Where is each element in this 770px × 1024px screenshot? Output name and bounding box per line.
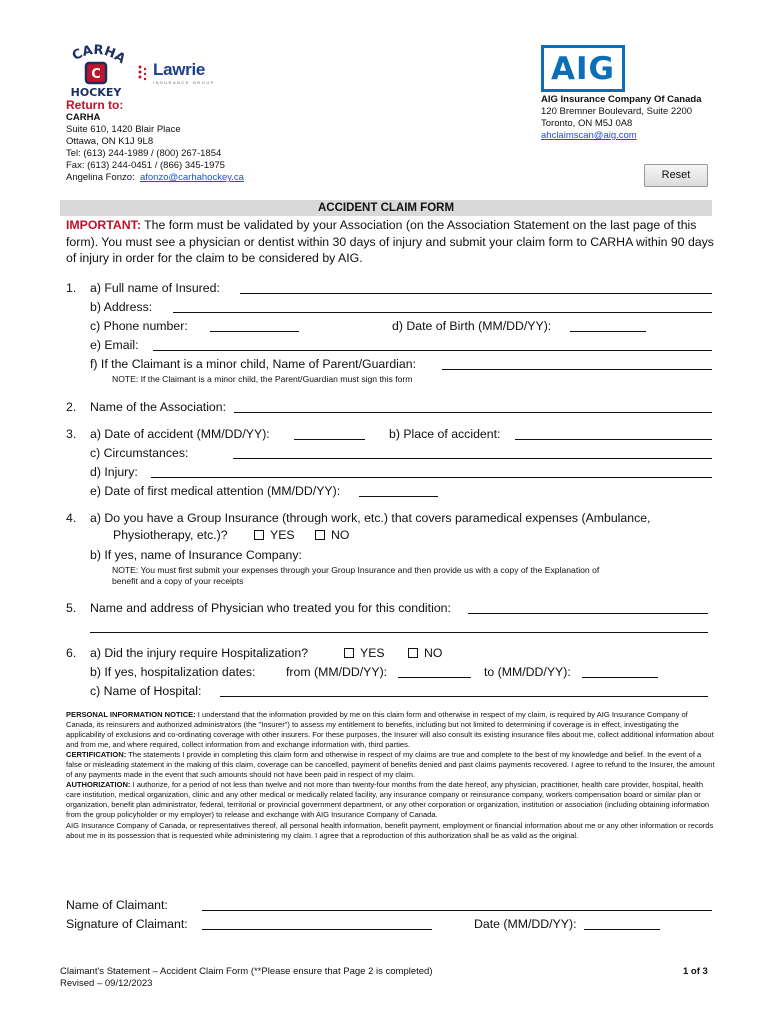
email-field[interactable] — [153, 350, 712, 351]
signature-label: Signature of Claimant: — [66, 917, 188, 931]
association-field[interactable] — [234, 412, 712, 413]
claimant-name-field[interactable] — [202, 910, 712, 911]
aig-name: AIG Insurance Company Of Canada — [541, 94, 702, 105]
to-date-field[interactable] — [582, 677, 658, 678]
hospitalization-question: a) Did the injury require Hospitalization? — [90, 646, 309, 660]
lawrie-dots-icon — [136, 63, 150, 83]
certification-text: The statements I provide in completing this claim form and otherwise in respect of my claims are true and complete to the best of my knowledge and belief. In the event of a false or misleading statement in the making of this claim, coverage can be cancelled, payment of benefits denied and past claims payments recovered. I agree to refund to the Insurer, the amount of any payments made in the event that such amounts should not have been paid in respect of my claim. — [66, 750, 715, 780]
carha-address-line2: Ottawa, ON K1J 9L8 — [66, 136, 154, 147]
carha-address — [66, 112, 244, 184]
guardian-label: f) If the Claimant is a minor child, Name of Parent/Guardian: — [90, 357, 417, 371]
notice-text: I understand that the information provided by me on this claim form and otherwise in respect of my claim, is required by AIG Insurance Company of Canada, its reinsurers and authorized administrators (the "Insurer") to assess my entitlement to benefits, including but not limited to determining if coverage is in effect, investigating the applicability of exclusions and co-ordinating coverage with other insurers. For these purposes, the Insurer will also consult its existing insurance files about me, collect additional information about and from me, and where required, collect information from and exchange information with, third parties. — [66, 710, 714, 750]
section-1-number: 1. — [66, 281, 77, 295]
lawrie-logo-sub: INSURANCE GROUP — [153, 80, 215, 85]
carha-fax: Fax: (613) 244-0451 / (866) 345-1975 — [66, 160, 225, 171]
important-text: The form must be validated by your Association (on the Association Statement on the last page of this form). You must see a physician or dentist within 30 days of injury and submit your claim form to CARHA within 90 days of injury in order for the claim to be considered by AIG. — [66, 218, 714, 265]
carha-logo-bottom: HOCKEY — [70, 86, 122, 99]
aig-address-line2: Toronto, ON M5J 0A8 — [541, 118, 633, 129]
group-insurance-question: a) Do you have a Group Insurance (through work, etc.) that covers paramedical expenses (Ambulance, — [90, 511, 651, 525]
lawrie-logo — [136, 60, 221, 90]
email-label: e) Email: — [90, 338, 139, 352]
hospital-name-label: c) Name of Hospital: — [90, 684, 202, 698]
first-medical-label: e) Date of first medical attention (MM/DD/YY): — [90, 484, 341, 498]
guardian-note: NOTE: If the Claimant is a minor child, the Parent/Guardian must sign this form — [112, 374, 413, 384]
important-notice — [66, 217, 716, 267]
page-number: 1 of 3 — [683, 966, 708, 977]
physician-field-line2[interactable] — [90, 632, 708, 633]
group-yes-label: YES — [270, 528, 295, 542]
hospital-no-option[interactable] — [408, 646, 442, 660]
contact-email-link[interactable]: afonzo@carhahockey.ca — [139, 172, 244, 183]
full-name-label: a) Full name of Insured: — [90, 281, 220, 295]
footer — [60, 966, 433, 990]
claimant-name-label: Name of Claimant: — [66, 898, 168, 912]
form-title: ACCIDENT CLAIM FORM — [60, 200, 712, 216]
carha-logo-top: CARHA — [69, 42, 128, 68]
accident-place-label: b) Place of accident: — [389, 427, 501, 441]
address-field[interactable] — [173, 312, 712, 313]
legal-text — [66, 710, 716, 841]
first-medical-field[interactable] — [359, 496, 438, 497]
footer-line1: Claimant's Statement – Accident Claim Form (**Please ensure that Page 2 is completed) — [60, 966, 433, 977]
section-6-number: 6. — [66, 646, 77, 660]
physician-label: Name and address of Physician who treated you for this condition: — [90, 601, 451, 615]
section-3-number: 3. — [66, 427, 77, 441]
return-to-label: Return to: — [66, 98, 124, 112]
reset-button[interactable]: Reset — [644, 164, 708, 187]
to-date-label: to (MM/DD/YY): — [484, 665, 571, 679]
group-no-checkbox[interactable] — [315, 530, 325, 540]
authorization-text: I authorize, for a period of not less than twelve and not more than twenty-four months from the date hereof, any physician, practitioner, health care provider, hospital, health care institution, medical organization, clinic and any other medical or medically related facility, any insurance company or reinsurance company, workers compensation board or similar plan or organization, benefit plan administrator, federal, territorial or provincial government department, or any other corporation or organization, institution or association (including obtaining information from the group policyholder or my employer) to release and exchange with AIG Insurance Company of Canada. — [66, 780, 710, 820]
phone-label: c) Phone number: — [90, 319, 188, 333]
guardian-field[interactable] — [442, 369, 712, 370]
hospital-dates-label: b) If yes, hospitalization dates: — [90, 665, 256, 679]
dob-field[interactable] — [570, 331, 646, 332]
date-label: Date (MM/DD/YY): — [474, 917, 577, 931]
aig-address-line1: 120 Bremner Boulevard, Suite 2200 — [541, 106, 693, 117]
group-no-option[interactable] — [315, 528, 349, 542]
aig-logo-text: AIG — [551, 50, 615, 87]
notice-label: PERSONAL INFORMATION NOTICE: — [66, 710, 196, 719]
from-date-label: from (MM/DD/YY): — [286, 665, 388, 679]
injury-field[interactable] — [151, 477, 712, 478]
lawrie-logo-text: Lawrie — [153, 60, 206, 79]
accident-date-label: a) Date of accident (MM/DD/YY): — [90, 427, 270, 441]
hospital-no-checkbox[interactable] — [408, 648, 418, 658]
accident-place-field[interactable] — [515, 439, 712, 440]
physician-field[interactable] — [468, 613, 708, 614]
aig-email-link[interactable]: ahclaimscan@aig.com — [541, 130, 637, 141]
from-date-field[interactable] — [398, 677, 471, 678]
group-note-line2: benefit and a copy of your receipts — [112, 576, 244, 586]
group-yes-checkbox[interactable] — [254, 530, 264, 540]
association-label: Name of the Association: — [90, 400, 227, 414]
carha-logo — [62, 42, 130, 100]
signature-field[interactable] — [202, 929, 432, 930]
group-note-line1: NOTE: You must first submit your expenses through your Group Insurance and then provide us with a copy of the Explanation of — [112, 565, 600, 575]
footer-line2: Revised – 09/12/2023 — [60, 978, 153, 989]
circumstances-label: c) Circumstances: — [90, 446, 189, 460]
hospital-yes-checkbox[interactable] — [344, 648, 354, 658]
section-5-number: 5. — [66, 601, 77, 615]
carha-address-line1: Suite 610, 1420 Blair Place — [66, 124, 181, 135]
hospital-yes-option[interactable] — [344, 646, 385, 660]
aig-address — [541, 94, 701, 142]
date-field[interactable] — [584, 929, 660, 930]
certification-label: CERTIFICATION: — [66, 750, 127, 760]
address-label: b) Address: — [90, 300, 153, 314]
circumstances-field[interactable] — [233, 458, 712, 459]
authorization-label: AUTHORIZATION: — [66, 780, 131, 790]
insurance-company-label: b) If yes, name of Insurance Company: — [90, 548, 302, 562]
aig-authorization-text: AIG Insurance Company of Canada, or representatives thereof, all personal health information, benefit payment, employment or financial information about me or any other information or records about me in its possession that is requested while administering my claim. I agree that a reproduction of this authorization shall be as valid as the original. — [66, 820, 714, 840]
important-label: IMPORTANT: — [66, 218, 141, 232]
group-yes-option[interactable] — [254, 528, 295, 542]
hospital-no-label: NO — [424, 646, 443, 660]
section-2-number: 2. — [66, 400, 77, 414]
injury-label: d) Injury: — [90, 465, 138, 479]
carha-tel: Tel: (613) 244-1989 / (800) 267-1854 — [66, 148, 222, 159]
hospital-name-field[interactable] — [220, 696, 708, 697]
group-insurance-question-cont: Physiotherapy, etc.)? — [113, 528, 228, 542]
section-4-number: 4. — [66, 511, 77, 525]
hospital-yes-label: YES — [360, 646, 385, 660]
contact-label: Angelina Fonzo: — [66, 172, 135, 183]
carha-name: CARHA — [66, 112, 101, 123]
dob-label: d) Date of Birth (MM/DD/YY): — [392, 319, 552, 333]
svg-text:C: C — [91, 67, 101, 82]
aig-logo — [541, 45, 625, 92]
full-name-field[interactable] — [240, 293, 712, 294]
phone-field[interactable] — [210, 331, 299, 332]
group-no-label: NO — [331, 528, 350, 542]
accident-date-field[interactable] — [294, 439, 365, 440]
